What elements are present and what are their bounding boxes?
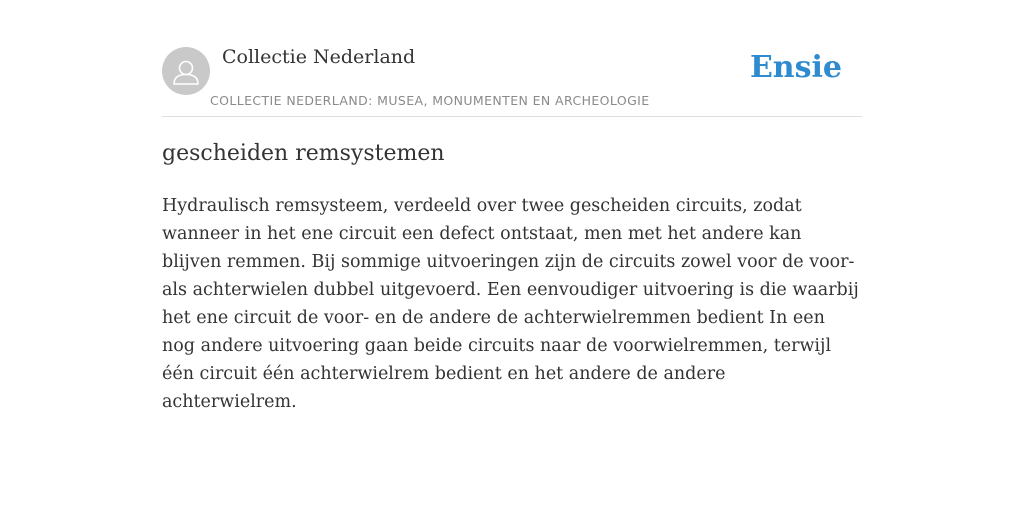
entry-header	[162, 0, 862, 117]
source-subtitle[interactable]: COLLECTIE NEDERLAND: MUSEA, MONUMENTEN EN ARCHEOLOGIE	[210, 93, 650, 108]
author-name[interactable]: Collectie Nederland	[222, 46, 416, 68]
avatar[interactable]	[162, 47, 210, 95]
entry-definition: Hydraulisch remsysteem, verdeeld over twee gescheiden circuits, zodat wanneer in het ene circuit een defect ontstaat, men met het andere kan blijven remmen. Bij sommige uitvoeringen zijn de circuits zowel voor de voor- als achterwielen dubbel uitgevoerd. Een eenvoudiger uitvoering is die waarbij het ene circuit de voor- en de andere de achterwielremmen bedient In een nog andere uitvoering gaan beide circuits naar de voorwielremmen, terwijl één circuit één achterwielrem bedient en het andere de andere achterwielrem.	[162, 196, 859, 412]
user-placeholder-icon	[162, 47, 210, 95]
entry-title: gescheiden remsystemen	[162, 141, 445, 166]
entry-card	[162, 0, 862, 412]
ensie-logo[interactable]: Ensie	[749, 50, 842, 85]
